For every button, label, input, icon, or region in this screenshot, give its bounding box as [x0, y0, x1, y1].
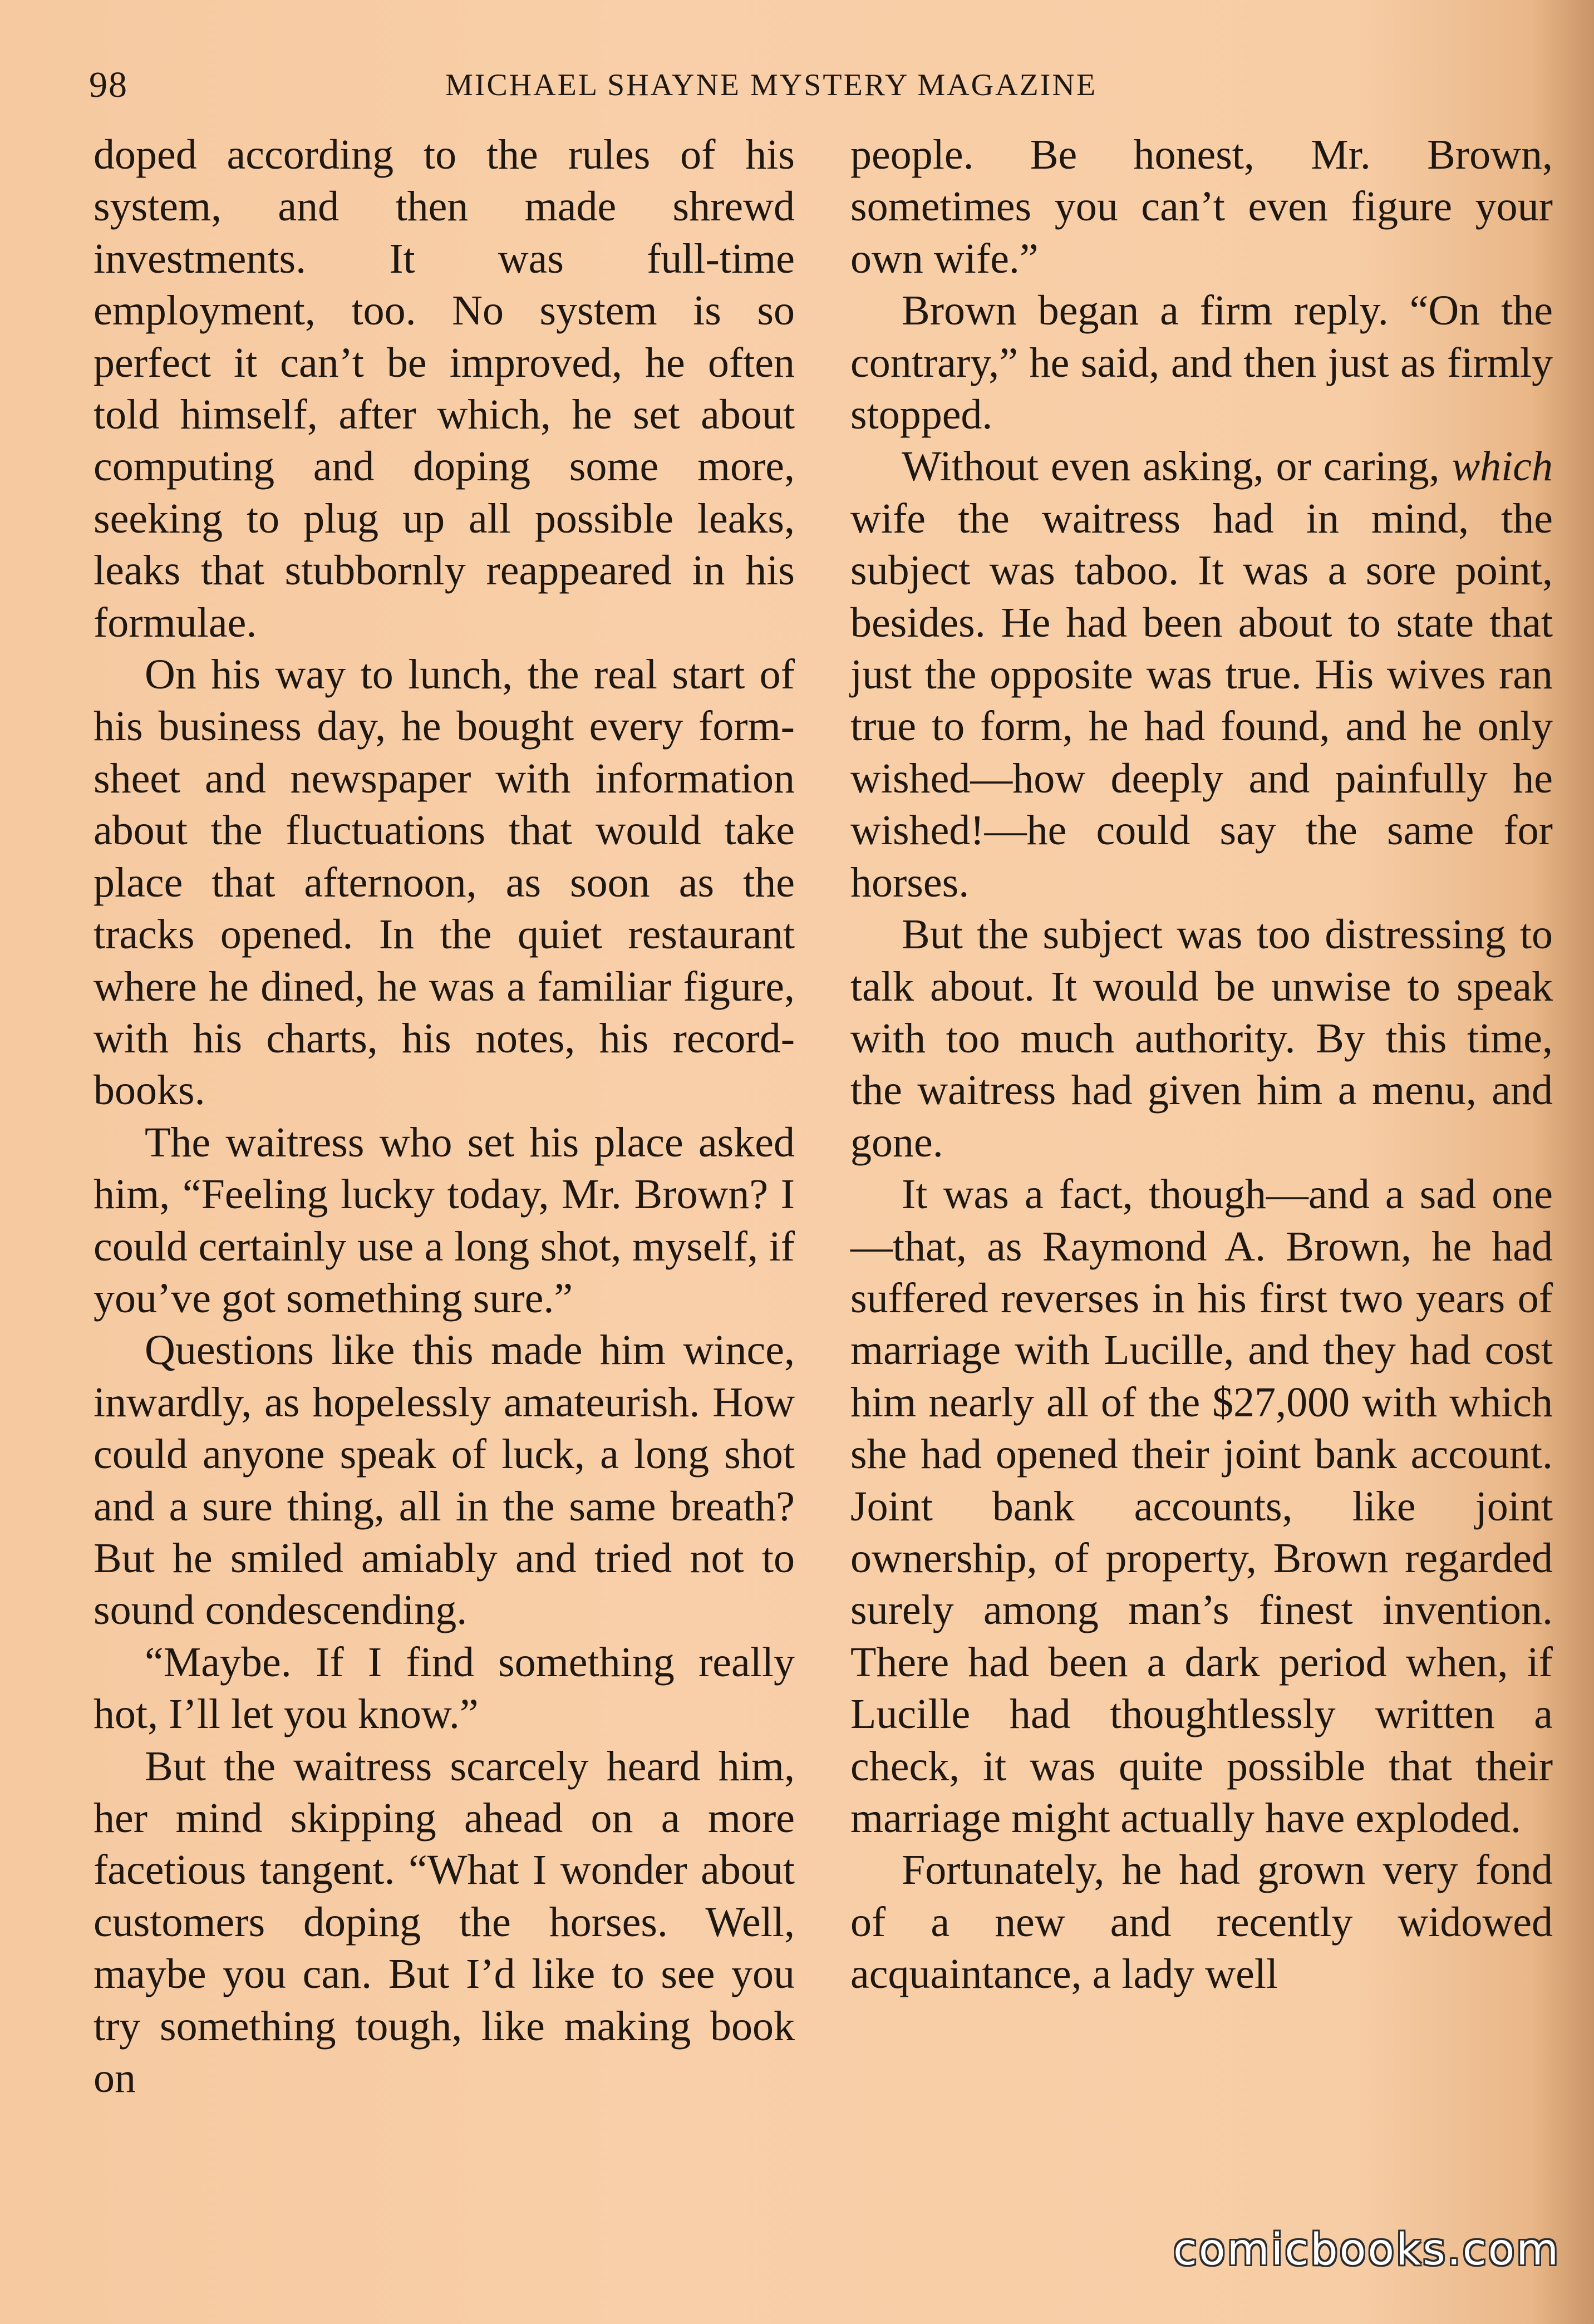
paragraph: But the waitress scarcely heard him, her mind skipping ahead on a more facetious tangent. “What I wonder about customers doping the horses. Well, maybe you can. But I’d like to see you try something tough, like making book on — [94, 1742, 795, 2102]
page-number: 98 — [89, 65, 128, 105]
paragraph-text: wife the waitress had in mind, the subject was taboo. It was a sore point, besides. He had been about to state that just the opposite was true. His wives ran true to form, he had found, and he only wished—how deeply and painfully he wished!—he could say the same for horses. — [850, 495, 1553, 906]
paragraph: people. Be honest, Mr. Brown, sometimes you can’t even figure your own wife.” — [850, 131, 1553, 282]
paragraph: On his way to lunch, the real start of his business day, he bought every form-sheet and newspaper with information about the fluctuations that would take place that afternoon, as soon as the tracks opened. In the quiet restaurant where he dined, he was a familiar figure, with his charts, his notes, his record-books. — [94, 651, 795, 1114]
left-column — [94, 129, 795, 2104]
paragraph — [850, 441, 1553, 909]
running-title: MICHAEL SHAYNE MYSTERY MAGAZINE — [445, 68, 1098, 102]
page-header — [89, 55, 1508, 116]
paragraph: Fortunately, he had grown very fond of a new and recently widowed acquaintance, a lady well — [850, 1847, 1553, 1998]
paragraph-text: Without even asking, or caring, — [902, 443, 1452, 490]
paragraph: It was a fact, though—and a sad one—that, as Raymond A. Brown, he had suffered reverses in his first two years of marriage with Lucille, and they had cost him nearly all of the $27,000 with which she had opened their joint bank account. Joint bank accounts, like joint ownership, of property, Brown regarded surely among man’s finest invention. There had been a dark period when, if Lucille had thoughtlessly written a check, it was quite possible that their marriage might actually have exploded. — [850, 1171, 1553, 1842]
paragraph: “Maybe. If I find something really hot, I’ll let you know.” — [94, 1638, 795, 1738]
italic-word: which — [1452, 443, 1553, 490]
paragraph: doped according to the rules of his system, and then made shrewd investments. It was full-time employment, too. No system is so perfect it can’t be improved, he often told himself, after which, he set about computing and doping some more, seeking to plug up all possible leaks, leaks that stubbornly reappeared in his formulae. — [94, 131, 795, 646]
paragraph: But the subject was too distressing to talk about. It would be unwise to speak with too much authority. By this time, the waitress had given him a menu, and gone. — [850, 911, 1553, 1166]
paragraph: Brown began a firm reply. “On the contrary,” he said, and then just as firmly stopped. — [850, 287, 1553, 439]
right-column — [850, 129, 1553, 2001]
watermark: comicbooks.com — [1173, 2225, 1561, 2275]
paragraph: Questions like this made him wince, inwardly, as hopelessly amateurish. How could anyone speak of luck, a long shot and a sure thing, all in the same breath? But he smiled amiably and tried not to sound condescending. — [94, 1327, 795, 1634]
paragraph: The waitress who set his place asked him, “Feeling lucky today, Mr. Brown? I could certainly use a long shot, myself, if you’ve got something sure.” — [94, 1119, 795, 1322]
